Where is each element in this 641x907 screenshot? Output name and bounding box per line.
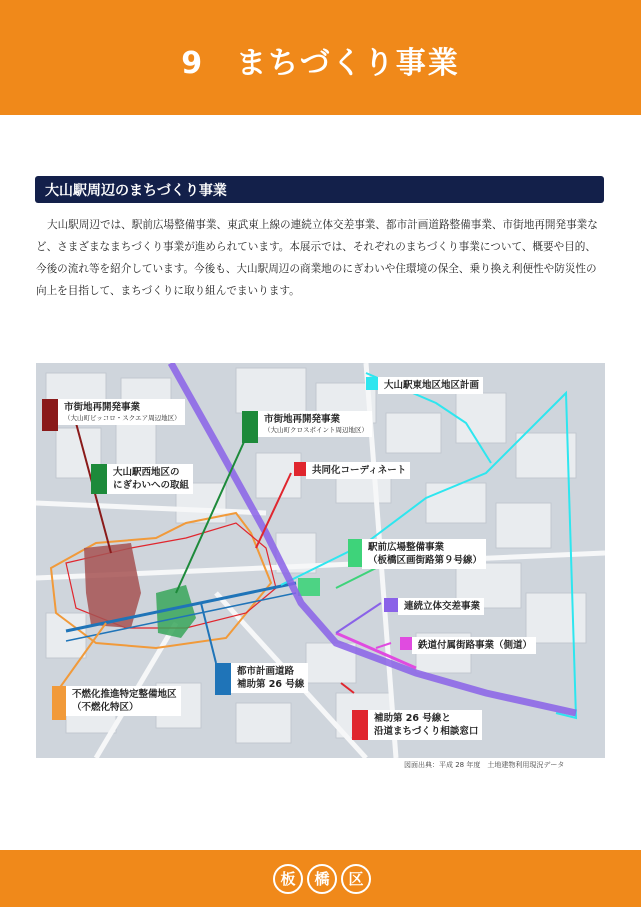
- page-title: 9 まちづくり事業: [181, 46, 460, 81]
- label-redevelopment-piccolo-sub: （大山町ピッコロ・スクエア周辺地区）: [64, 414, 181, 422]
- logo-char-3: 区: [341, 864, 371, 894]
- label-side-road: 鉄道付属街路事業（側道）: [412, 637, 536, 654]
- label-fireproof-zone: [66, 686, 181, 716]
- label-redevelopment-piccolo: [58, 399, 185, 425]
- label-west-district-line2: にぎわいへの取組: [113, 480, 190, 491]
- label-grade-separation: 連続立体交差事業: [398, 598, 484, 615]
- label-city-road-line1: 都市計画道路: [237, 666, 295, 677]
- label-station-plaza-line2: （板橋区画街路第９号線）: [368, 555, 483, 566]
- label-consultation-line1: 補助第 26 号線と: [374, 713, 451, 724]
- label-city-road-line2: 補助第 26 号線: [237, 679, 305, 690]
- label-consultation-office: [368, 710, 482, 740]
- page-header: [0, 0, 641, 115]
- logo-char-2: 橋: [307, 864, 337, 894]
- area-map: [36, 363, 605, 758]
- section-heading-bar: [35, 176, 604, 203]
- label-fireproof-line1: 不燃化推進特定整備地区: [72, 689, 177, 700]
- map-credit: 図面出典：平成 28 年度 土地建物利用現況データ: [404, 761, 565, 769]
- logo-char-1: 板: [273, 864, 303, 894]
- label-redevelopment-piccolo-title: 市街地再開発事業: [64, 402, 141, 413]
- label-joint-coordinate: 共同化コーディネート: [306, 462, 410, 479]
- label-redevelopment-crosspoint: [258, 411, 372, 437]
- label-city-road: [231, 663, 308, 693]
- itabashi-logo: [273, 864, 371, 894]
- label-fireproof-line2: （不燃化特区）: [72, 702, 139, 713]
- label-station-plaza-line1: 駅前広場整備事業: [368, 542, 445, 553]
- label-west-district-line1: 大山駅西地区の: [113, 467, 180, 478]
- intro-paragraph: 大山駅周辺では、駅前広場整備事業、東武東上線の連続立体交差事業、都市計画道路整備事業、市街地再開発事業など、さまざまなまちづくり事業が進められています。本展示では、それぞれのまちづくり事業について、概要や目的、今後の流れ等を紹介しています。今後も、大山駅周辺の商業地のにぎわいや住環境の保全、乗り換え利便性や防災性の向上を目指して、まちづくりに取り組んでまいります。: [36, 219, 598, 297]
- section-heading: 大山駅周辺のまちづくり事業: [45, 183, 227, 199]
- label-east-district: 大山駅東地区地区計画: [378, 377, 483, 394]
- label-station-plaza: [362, 539, 486, 569]
- label-redevelopment-crosspoint-title: 市街地再開発事業: [264, 414, 341, 425]
- label-consultation-line2: 沿道まちづくり相談窓口: [374, 726, 479, 737]
- label-redevelopment-crosspoint-sub: （大山町クロスポイント周辺地区）: [264, 426, 368, 434]
- label-west-district: [107, 464, 193, 494]
